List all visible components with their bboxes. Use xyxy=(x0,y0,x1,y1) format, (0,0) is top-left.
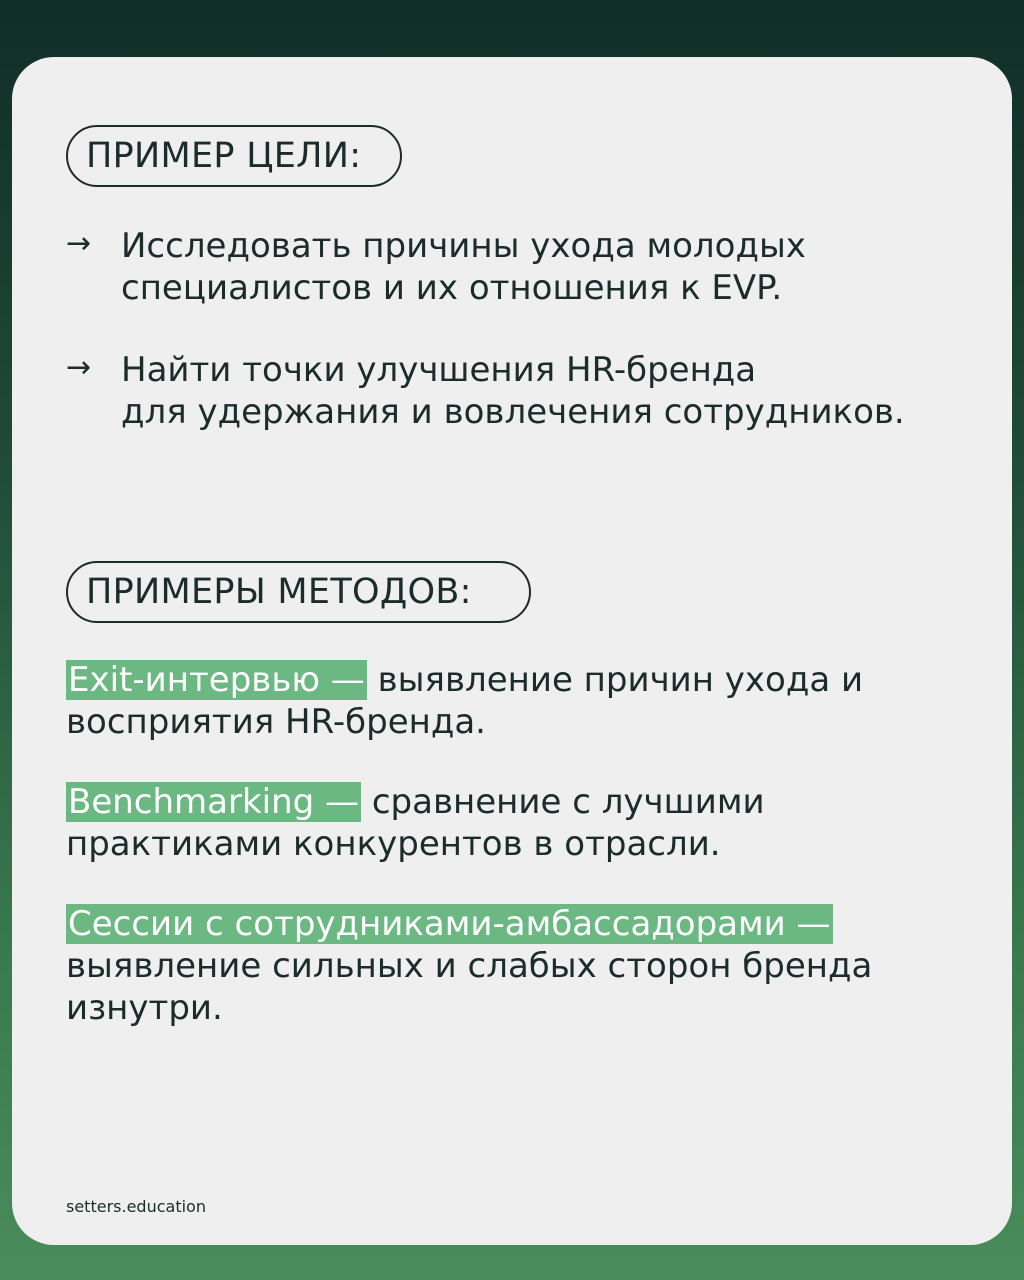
arrow-right-icon: → xyxy=(66,226,92,261)
method-description: выявление причин ухода и восприятия HR-бренда. xyxy=(66,660,864,742)
method-term-highlight: Benchmarking — xyxy=(68,782,360,822)
goal-bullet-text: Исследовать причины ухода молодых специалистов и их отношения к EVP. xyxy=(121,226,806,308)
arrow-right-icon: → xyxy=(66,350,92,385)
method-description: выявление сильных и слабых сторон бренда изнутри. xyxy=(66,946,873,1028)
method-description: сравнение с лучшими практиками конкурентов в отрасли. xyxy=(66,782,765,864)
method-term-highlight: Сессии с сотрудниками-амбассадорами — xyxy=(68,904,831,944)
goal-section-title: ПРИМЕР ЦЕЛИ: xyxy=(66,125,402,187)
goal-bullet-text: Найти точки улучшения HR-бренда для удержания и вовлечения сотрудников. xyxy=(121,350,905,432)
methods-section-title: ПРИМЕРЫ МЕТОДОВ: xyxy=(66,561,531,623)
method-item xyxy=(66,781,966,865)
method-term-highlight: Exit-интервью — xyxy=(68,660,365,700)
method-item xyxy=(66,659,966,743)
content-card xyxy=(12,57,1012,1245)
footer-site-label: setters.education xyxy=(66,1197,206,1216)
method-item xyxy=(66,903,966,1029)
